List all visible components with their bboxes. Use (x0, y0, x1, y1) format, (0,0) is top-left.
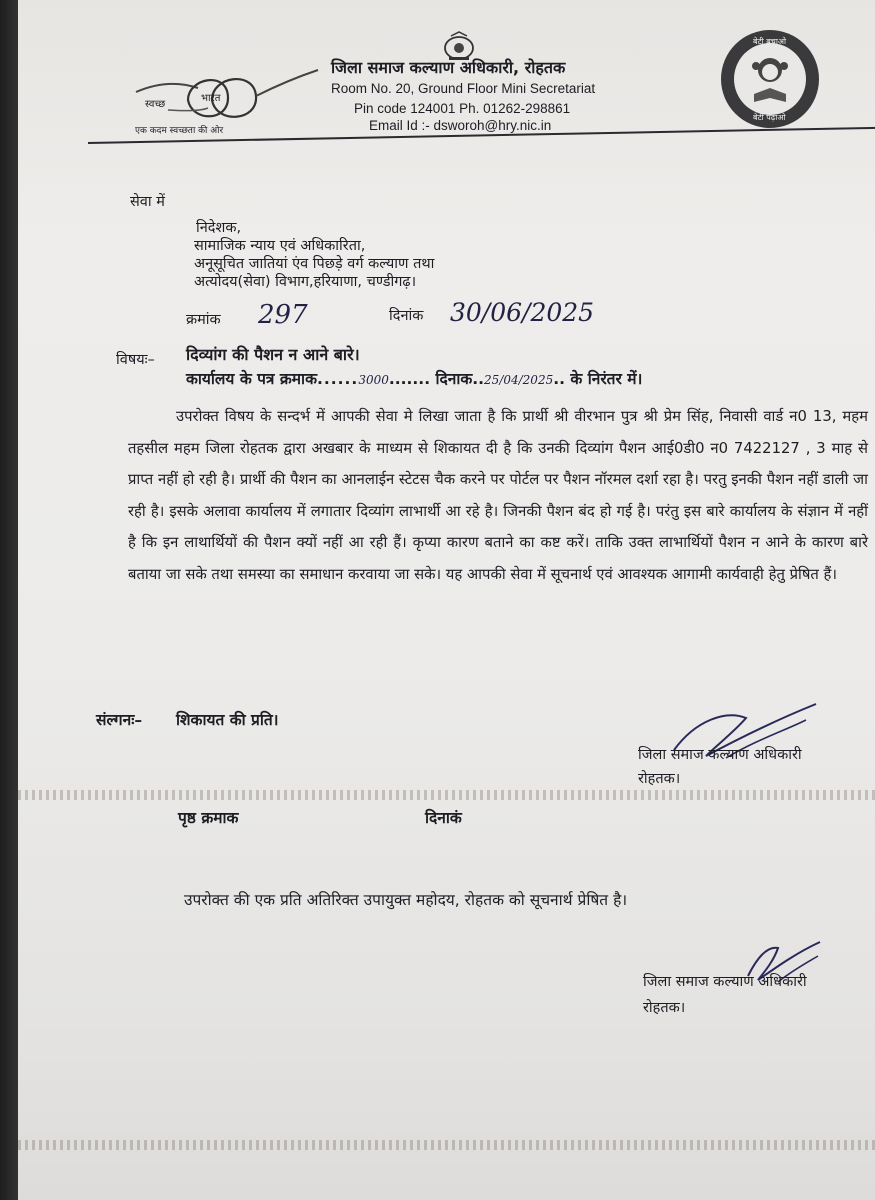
office-title: जिला समाज कल्याण अधिकारी, रोहतक (331, 58, 566, 77)
subject-date-label: दिनाक (435, 370, 473, 388)
recipient-line-1: निदेशक, (196, 220, 242, 236)
bbbp-top-text: बेटी बचाओ (753, 37, 787, 46)
subject-ref-prefix: कार्यालय के पत्र क्रमाक (186, 370, 317, 388)
logo-bharat-text: भारत (201, 93, 221, 104)
signatory-1-place: रोहतक। (638, 771, 681, 787)
enclosure-label: संल्गनः– (96, 711, 143, 729)
page-fold-line (18, 790, 875, 800)
recipient-line-3: अनूसूचित जातियां एंव पिछड़े वर्ग कल्याण तथा (194, 256, 435, 272)
email-line: Email Id :- dsworoh@hry.nic.in (369, 118, 552, 133)
page-bottom-fold (18, 1140, 875, 1150)
enclosure-text: शिकायत की प्रति। (176, 711, 279, 729)
signatory-2-place: रोहतक। (643, 1000, 686, 1016)
logo-tagline: एक कदम स्वच्छता की ओर (135, 126, 224, 136)
to-label: सेवा में (130, 194, 165, 210)
endorsement-number-label: पृष्ठ क्रमाक (178, 809, 239, 827)
endorsement-date-label: दिनाकं (425, 809, 462, 827)
date-value: 30/06/2025 (450, 298, 595, 327)
number-value: 297 (258, 300, 308, 330)
number-label: क्रमांक (186, 312, 221, 328)
pin-phone-line: Pin code 124001 Ph. 01262-298861 (354, 101, 571, 116)
endorsement-text: उपरोक्त की एक प्रति अतिरिक्त उपायुक्त महोदय, रोहतक को सूचनार्थ प्रेषित है। (184, 891, 628, 909)
signatory-1-title: जिला समाज कल्याण अधिकारी (638, 747, 802, 763)
recipient-line-4: अत्योदय(सेवा) विभाग,हरियाणा, चण्डीगढ़। (194, 274, 417, 290)
body-paragraph: उपरोक्त विषय के सन्दर्भ में आपकी सेवा मे लिखा जाता है कि प्रार्थी श्री वीरभान पुत्र श्री प्रेम सिंह, निवासी वार्ड न0 13, महम तहसील महम जिला रोहतक द्वारा अखबार के माध्यम से शिकायत दी है कि उनकी दिव्यांग पैशन आई0डी0 न0 7422127 , 3 माह से प्राप्त नहीं हो रही है। प्रार्थी की पैशन का आनलाईन स्टेटस चैक करने पर पोर्टल पर पैशन नॉरमल दर्शा रहा है। परतु इनकी पैशन नहीं डाली जा रही है। इसके अलावा कार्यालय में लगातार दिव्यांग लाभार्थी आ रहे है। जिनकी पैशन बंद हो गई है। परंतु इस बारे कार्यालय के संज्ञान में नहीं है कि इन लाथार्थियों की पैशन क्यों नहीं आ रही हैं। कृप्या कारण बताने का कष्ट करें। ताकि उक्त लाभार्थियों पैशन न आने के कारण बारे बताया जा सके तथा समस्या का समाधान करवाया जा सके। यह आपकी सेवा में सूचनार्थ एवं आवश्यक आगामी कार्यवाही हेतु प्रेषित हैं। (128, 408, 868, 583)
subject-ref-date: 25/04/2025 (484, 373, 554, 387)
logo-swachh-text: स्वच्छ (145, 99, 166, 110)
subject-suffix: के निरंतर में। (570, 370, 643, 388)
signatory-2-title: जिला समाज कल्याण अधिकारी (643, 974, 807, 990)
address-line: Room No. 20, Ground Floor Mini Secretariat (331, 81, 596, 96)
subject-line-1: दिव्यांग की पैशन न आने बारे। (186, 345, 360, 364)
subject-line-2: कार्यालय के पत्र क्रमाक......3000....... दिनाक..25/04/2025.. के निरंतर में। (186, 370, 643, 388)
recipient-line-2: सामाजिक न्याय एवं अधिकारिता, (194, 238, 366, 254)
date-label: दिनांक (389, 308, 424, 324)
beti-bachao-logo (721, 30, 819, 128)
subject-ref-number: 3000 (358, 373, 389, 387)
bbbp-bottom-text: बेटी पढ़ाओ (753, 113, 786, 122)
letter-page (18, 0, 875, 1200)
subject-label: विषयः– (116, 352, 155, 368)
